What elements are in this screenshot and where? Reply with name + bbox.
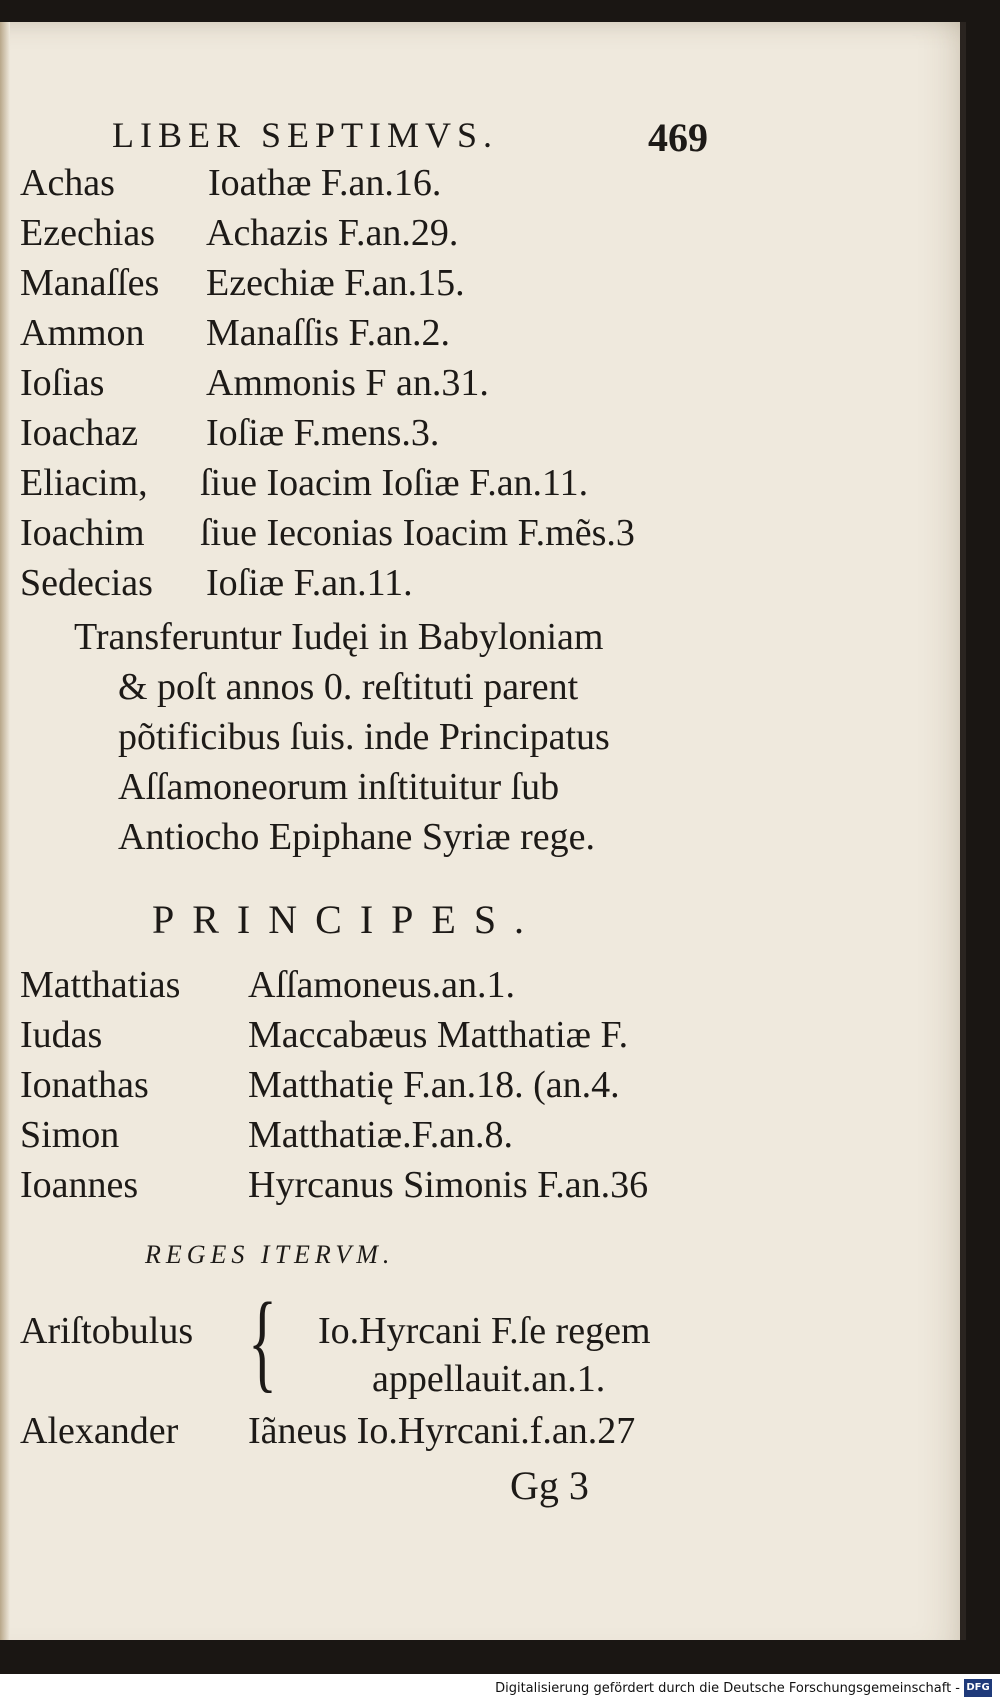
page-number: 469	[648, 115, 708, 160]
king-desc: ſiue Ieconias Ioacim F.mẽs.3	[200, 512, 635, 554]
prince-name: Ionathas	[20, 1064, 149, 1106]
reges-heading: REGES ITERVM.	[145, 1240, 395, 1269]
king-name: Manaſſes	[20, 262, 160, 304]
king-name: Sedecias	[20, 562, 153, 604]
king-name: Ezechias	[20, 212, 156, 254]
prince-desc: Matthatię F.an.18. (an.4.	[248, 1064, 620, 1106]
dfg-logo: DFG	[964, 1679, 992, 1697]
paragraph-line: Antiocho Epiphane Syriæ rege.	[118, 816, 596, 858]
paragraph-line: põtificibus ſuis. inde Principatus	[118, 716, 610, 758]
king-desc: Ezechiæ F.an.15.	[206, 262, 465, 304]
principes-heading: PRINCIPES.	[152, 897, 543, 942]
signature-mark: Gg 3	[510, 1463, 589, 1508]
king-desc: Ioſiæ F.mens.3.	[206, 412, 440, 454]
king-desc: Ioſiæ F.an.11.	[206, 562, 413, 604]
king-desc: Ioathæ F.an.16.	[208, 162, 442, 204]
paragraph-line: Transferuntur Iudęi in Babyloniam	[74, 616, 604, 658]
king-desc: Io.Hyrcani F.ſe regem	[318, 1310, 651, 1352]
king-name: Achas	[20, 162, 115, 204]
book-page	[0, 22, 966, 1640]
history-paragraph	[74, 612, 724, 862]
prince-desc: Maccabæus Matthatiæ F.	[248, 1014, 629, 1056]
king-desc: Manaſſis F.an.2.	[206, 312, 450, 354]
king-name: Ioachaz	[20, 412, 139, 454]
prince-name: Iudas	[20, 1014, 103, 1056]
king-desc: appellauit.an.1.	[372, 1358, 606, 1400]
running-head: LIBER SEPTIMVS.	[112, 115, 499, 155]
king-name: Alexander	[20, 1410, 179, 1452]
prince-name: Simon	[20, 1114, 120, 1156]
king-name: Ioſias	[20, 362, 105, 404]
king-desc: Iãneus Io.Hyrcani.f.an.27	[248, 1410, 636, 1452]
footer-credit: Digitalisierung gefördert durch die Deutsche Forschungsgemeinschaft -	[495, 1681, 960, 1696]
paragraph-line: & poſt annos 0. reſtituti parent	[118, 666, 579, 708]
prince-desc: Aſſamoneus.an.1.	[248, 964, 516, 1006]
king-name: Ammon	[20, 312, 145, 354]
digitization-footer	[0, 1674, 1000, 1704]
prince-name: Ioannes	[20, 1164, 139, 1206]
king-desc: Ammonis F an.31.	[206, 362, 489, 404]
prince-desc: Hyrcanus Simonis F.an.36	[248, 1164, 649, 1206]
paragraph-line: Aſſamoneorum inſtituitur ſub	[118, 766, 560, 808]
prince-desc: Matthatiæ.F.an.8.	[248, 1114, 514, 1156]
king-desc: ſiue Ioacim Ioſiæ F.an.11.	[200, 462, 589, 504]
curly-brace-icon: {	[248, 1280, 278, 1402]
page-gutter-shadow	[0, 22, 10, 1640]
king-name: Ariſtobulus	[20, 1310, 194, 1352]
king-name: Eliacim,	[20, 462, 148, 504]
king-name: Ioachim	[20, 512, 145, 554]
king-desc: Achazis F.an.29.	[206, 212, 459, 254]
prince-name: Matthatias	[20, 964, 181, 1006]
